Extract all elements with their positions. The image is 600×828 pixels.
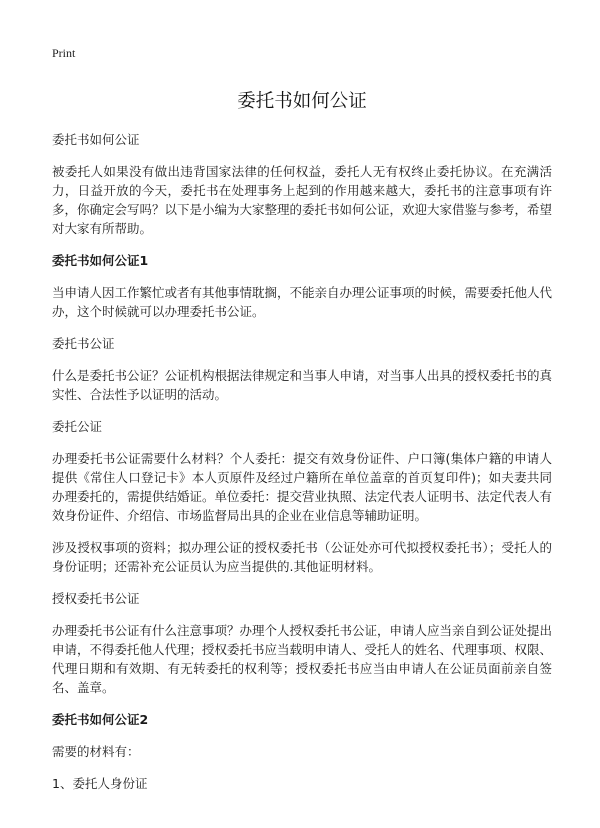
paragraph: 办理委托书公证有什么注意事项？办理个人授权委托书公证，申请人应当亲自到公证处提出申请，不得委托他人代理；授权委托书应当载明申请人、受托人的姓名、代理事项、权限、代理日期和有效期、有无转委托的权利等；授权委托书应当由申请人在公证员面前亲自签名、盖章。 [52, 623, 553, 695]
document-title: 委托书如何公证 [237, 91, 367, 112]
paragraph: 被委托人如果没有做出违背国家法律的任何权益，委托人无有权终止委托协议。在充满活力，日益开放的今天，委托书在处理事务上起到的作用越来越大，委托书的注意事项有许多，你确定会写吗？以下是小编为大家整理的委托书如何公证，欢迎大家借鉴与参考，希望对大家有所帮助。 [52, 164, 553, 236]
section-heading: 委托书如何公证2 [52, 712, 149, 727]
paragraph: 需要的材料有： [52, 744, 140, 759]
paragraph: 1、委托人身份证 [52, 776, 148, 791]
paragraph: 办理委托书公证需要什么材料？个人委托：提交有效身份证件、户口簿(集体户籍的申请人提供《常住人口登记卡》本人页原件及经过户籍所在单位盖章的首页复印件)；如夫妻共同办理委托的，需提供结婚证。单位委托：提交营业执照、法定代表人证明书、法定代表人有效身份证件、介绍信、市场监督局出具的企业在业信息等辅助证明。 [52, 451, 553, 523]
paragraph: 当申请人因工作繁忙或者有其他事情耽搁，不能亲自办理公证事项的时候，需要委托他人代办，这个时候就可以办理委托书公证。 [52, 285, 553, 319]
section-heading: 委托书如何公证1 [52, 253, 149, 268]
paragraph: 委托公证 [52, 419, 103, 434]
document-body [52, 130, 552, 793]
paragraph: 委托书如何公证 [52, 132, 140, 147]
print-label: Print [52, 46, 76, 60]
paragraph: 涉及授权事项的资料；拟办理公证的授权委托书（公证处亦可代拟授权委托书）；受托人的身份证明；还需补充公证员认为应当提供的.其他证明材料。 [52, 540, 552, 574]
paragraph: 什么是委托书公证？公证机构根据法律规定和当事人申请，对当事人出具的授权委托书的真实性、合法性予以证明的活动。 [52, 368, 553, 402]
paragraph: 委托书公证 [52, 336, 115, 351]
paragraph: 授权委托书公证 [52, 591, 140, 606]
